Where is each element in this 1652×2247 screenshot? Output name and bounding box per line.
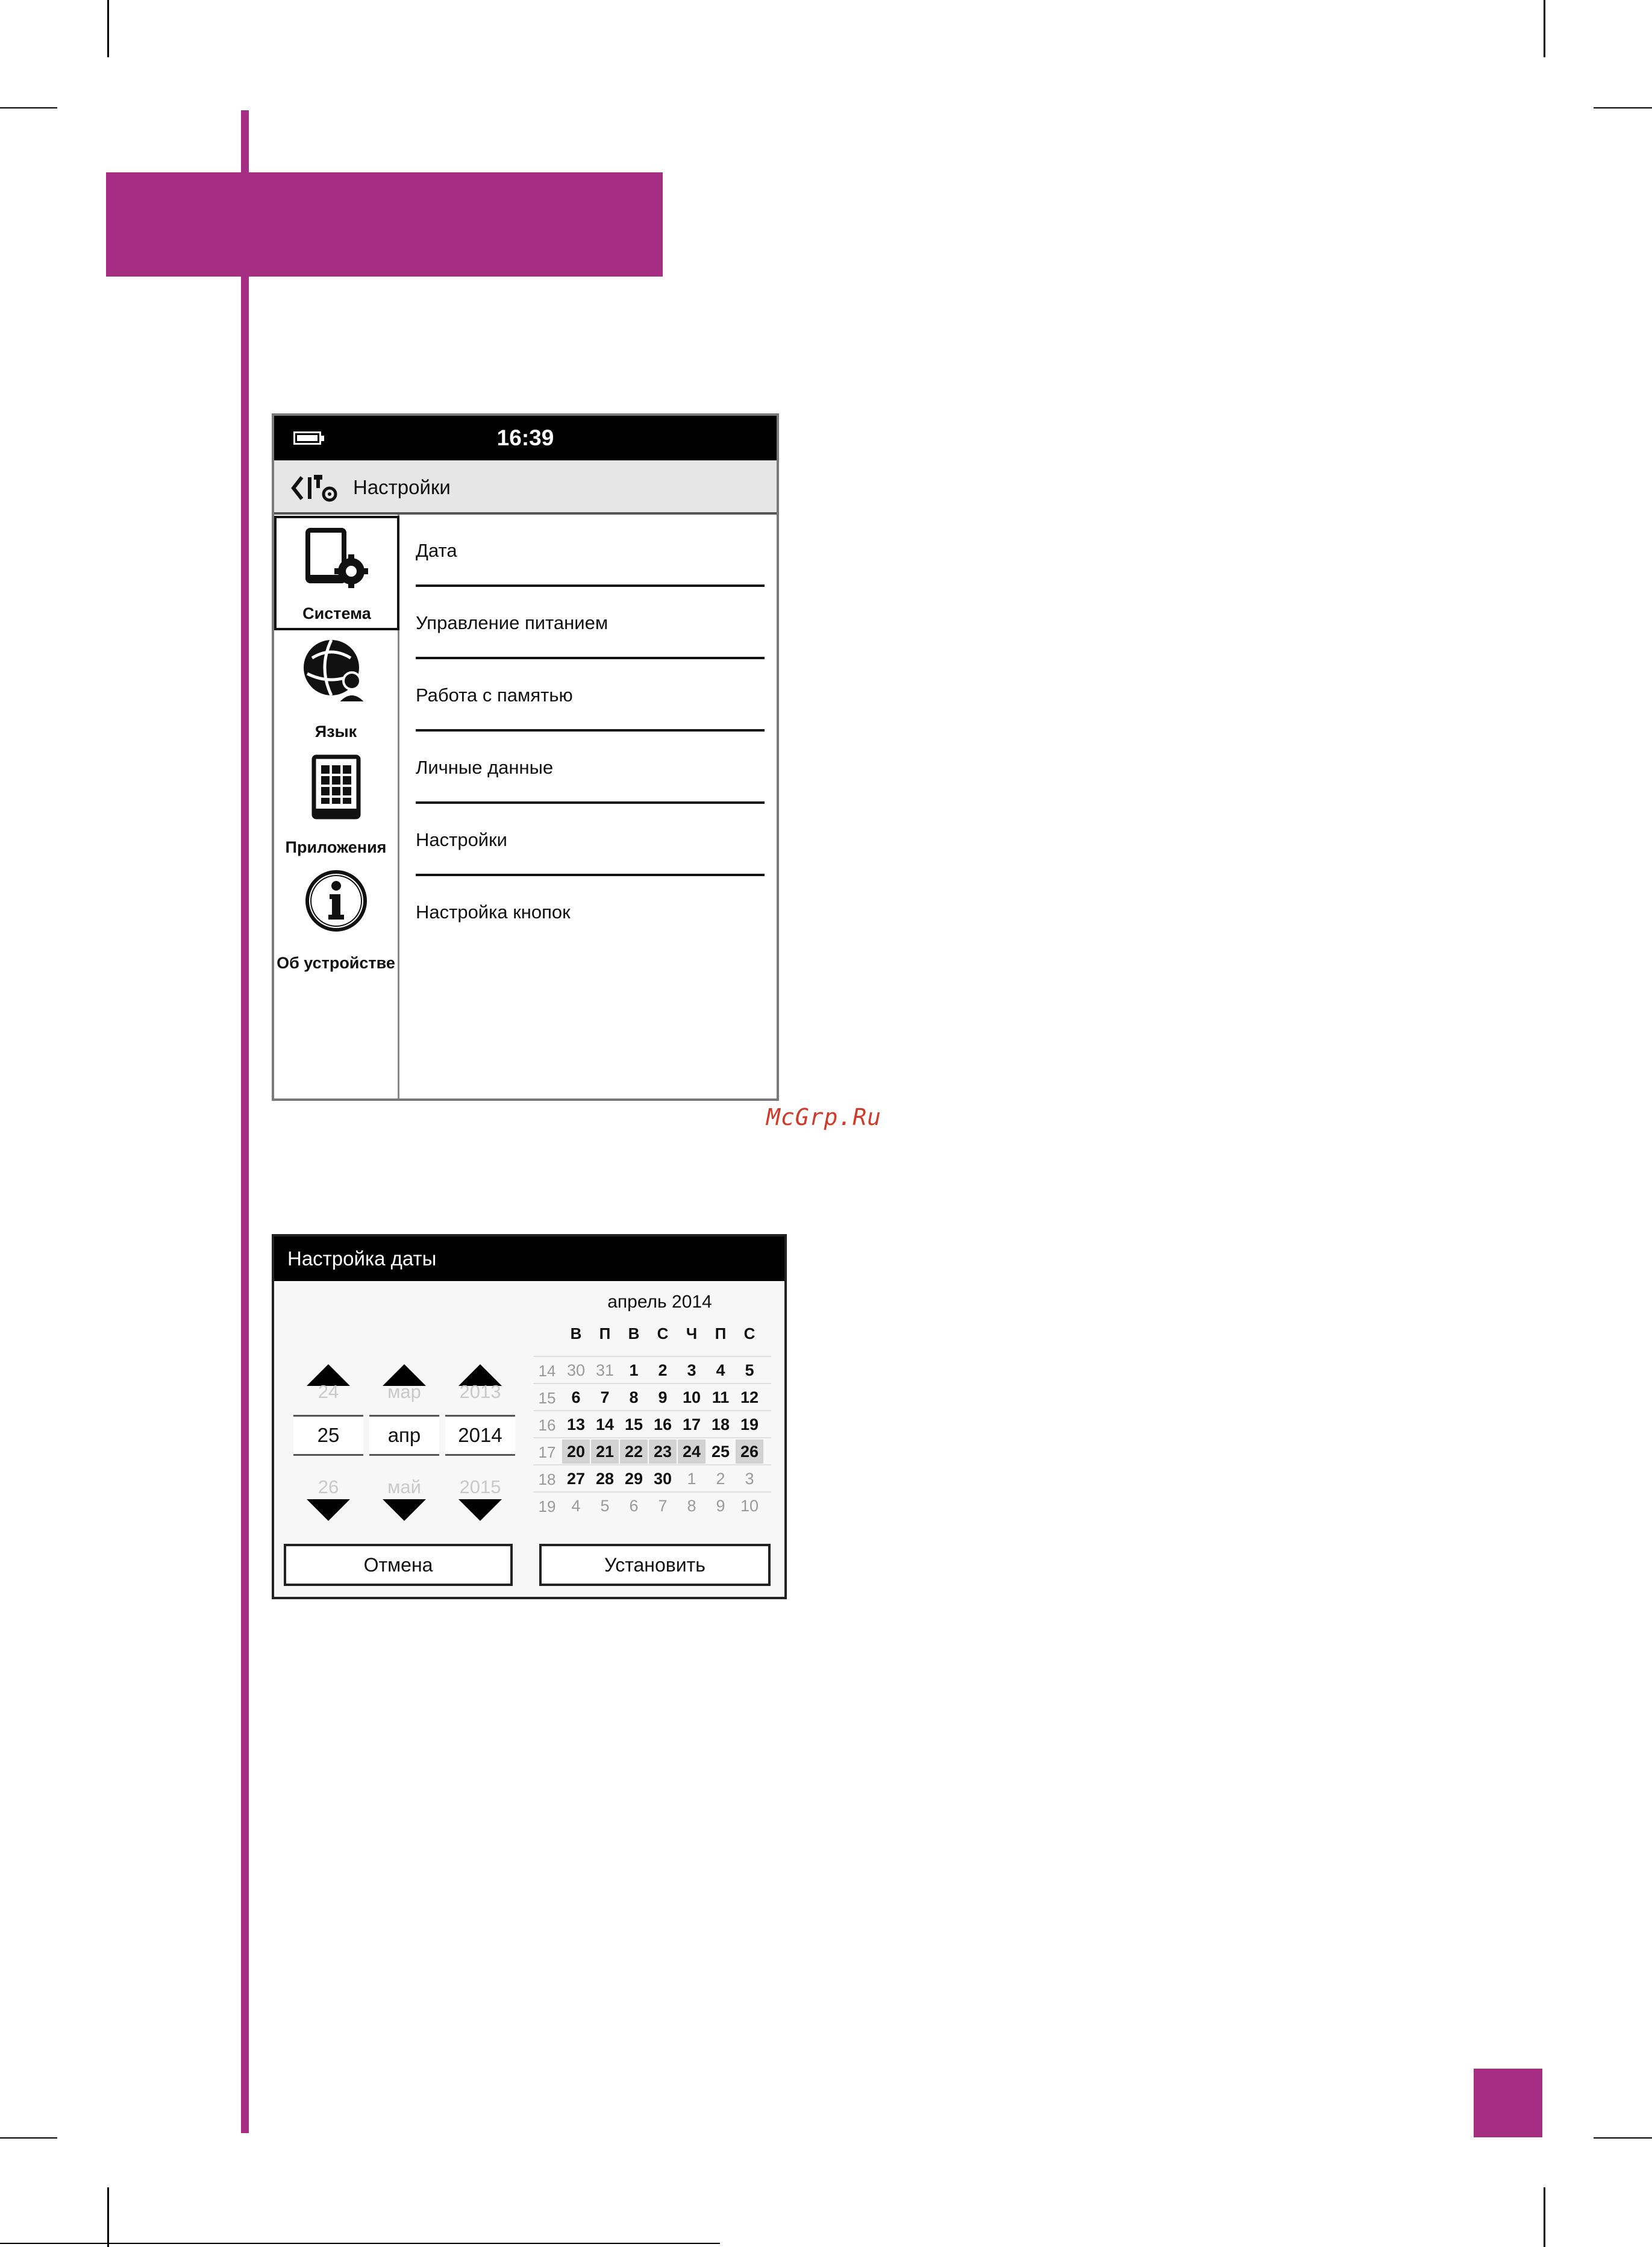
crop-mark: [0, 2137, 57, 2139]
week-number: 19: [538, 1497, 556, 1515]
list-item-buttons[interactable]: [416, 876, 765, 948]
calendar-day[interactable]: 5: [600, 1497, 610, 1515]
calendar-month-label: апрель 2014: [607, 1292, 712, 1312]
calendar-row-divider: [533, 1464, 771, 1465]
calendar-day[interactable]: 4: [571, 1497, 581, 1515]
page-corner-block: [1474, 2069, 1542, 2137]
calendar-day[interactable]: 8: [629, 1388, 639, 1406]
dialog-title: Настройка даты: [287, 1247, 437, 1270]
calendar-day[interactable]: 1: [687, 1470, 696, 1488]
week-number: 16: [538, 1416, 556, 1434]
screen-header: [274, 460, 777, 515]
calendar-day[interactable]: 7: [658, 1497, 668, 1515]
settings-sidebar: [274, 515, 399, 1098]
sidebar-item-system[interactable]: [274, 516, 399, 630]
calendar-day[interactable]: 17: [682, 1415, 701, 1434]
sidebar-item-label: Об устройстве: [277, 954, 395, 972]
calendar-day[interactable]: 20: [562, 1440, 590, 1464]
calendar-day[interactable]: 15: [624, 1415, 643, 1434]
calendar-day[interactable]: 10: [682, 1388, 701, 1406]
weekday-header: Ч: [686, 1324, 698, 1343]
calendar-day[interactable]: 18: [711, 1415, 730, 1434]
day-spinner[interactable]: [293, 1333, 363, 1526]
crop-mark: [1544, 2187, 1545, 2247]
calendar-day[interactable]: 2: [716, 1470, 725, 1488]
status-bar: [274, 416, 777, 460]
list-item-label: Работа с памятью: [416, 685, 573, 706]
calendar-row-divider: [533, 1410, 771, 1411]
calendar-day[interactable]: 24: [678, 1440, 706, 1464]
back-settings-icon[interactable]: [290, 474, 344, 503]
crop-mark: [0, 107, 57, 108]
calendar-day[interactable]: 28: [595, 1470, 615, 1488]
calendar-day[interactable]: 21: [591, 1440, 619, 1464]
calendar-day[interactable]: 31: [595, 1361, 615, 1379]
calendar-day[interactable]: 6: [629, 1497, 639, 1515]
calendar-day[interactable]: 19: [740, 1415, 759, 1434]
header-accent-block: [106, 172, 663, 277]
calendar-row-divider: [533, 1491, 771, 1493]
week-number: 14: [538, 1362, 556, 1380]
calendar-day[interactable]: 9: [658, 1388, 668, 1406]
weekday-header: С: [657, 1324, 669, 1343]
spinner-prev: 24: [318, 1381, 339, 1402]
spinner-current: 2014: [445, 1415, 515, 1456]
sidebar-item-language[interactable]: [274, 631, 398, 746]
weekday-header: С: [743, 1324, 756, 1343]
weekday-header: В: [628, 1324, 640, 1343]
weekday-header: П: [715, 1324, 727, 1343]
calendar-day[interactable]: 26: [736, 1440, 763, 1464]
calendar-day[interactable]: 6: [571, 1388, 581, 1406]
calendar-day[interactable]: 4: [716, 1361, 725, 1379]
calendar-day[interactable]: 5: [745, 1361, 754, 1379]
cancel-button[interactable]: Отмена: [284, 1544, 513, 1586]
header-title: Настройки: [353, 476, 451, 498]
crop-mark: [1544, 0, 1545, 57]
calendar-day[interactable]: 16: [653, 1415, 672, 1434]
settings-screen: [272, 413, 779, 1101]
crop-mark: [107, 0, 109, 57]
arrow-down-icon[interactable]: [458, 1499, 502, 1521]
list-item-label: Настройка кнопок: [416, 901, 571, 923]
vertical-accent-bar: [241, 110, 249, 2133]
list-item-label: Управление питанием: [416, 612, 609, 633]
calendar-day[interactable]: 10: [740, 1497, 759, 1515]
calendar-day[interactable]: 3: [687, 1361, 696, 1379]
calendar-day[interactable]: 30: [653, 1470, 672, 1488]
spinner-prev: мар: [387, 1381, 421, 1402]
list-item-power[interactable]: [416, 587, 765, 659]
list-item-settings[interactable]: [416, 804, 765, 876]
list-item-label: Настройки: [416, 829, 508, 850]
bottom-rule: [0, 2243, 720, 2244]
spinner-next: 26: [318, 1476, 339, 1497]
sidebar-item-label: Язык: [314, 722, 357, 741]
calendar-day[interactable]: 9: [716, 1497, 725, 1515]
calendar-day[interactable]: 13: [566, 1415, 586, 1434]
system-device-gear-icon: [301, 525, 373, 592]
crop-mark: [1594, 107, 1652, 108]
clock: 16:39: [496, 425, 554, 450]
spinner-next: 2015: [459, 1476, 501, 1497]
sidebar-item-about[interactable]: [274, 863, 398, 977]
list-item-memory[interactable]: [416, 659, 765, 732]
weekday-header: П: [599, 1324, 611, 1343]
calendar-day[interactable]: 7: [600, 1388, 610, 1406]
set-button[interactable]: Установить: [539, 1544, 771, 1586]
calendar-row-divider: [533, 1437, 771, 1438]
sidebar-item-apps[interactable]: [274, 747, 398, 862]
spinner-next: май: [387, 1476, 421, 1497]
list-item-label: Дата: [416, 540, 457, 561]
calendar-day[interactable]: 8: [687, 1497, 696, 1515]
list-item-label: Личные данные: [416, 757, 554, 778]
calendar-day[interactable]: 1: [629, 1361, 639, 1379]
calendar-day[interactable]: 23: [649, 1440, 677, 1464]
arrow-down-icon[interactable]: [307, 1499, 350, 1521]
month-spinner[interactable]: [369, 1333, 439, 1526]
spinner-prev: 2013: [459, 1381, 501, 1402]
calendar-day[interactable]: 30: [566, 1361, 586, 1379]
calendar-day[interactable]: 25: [711, 1443, 730, 1461]
dialog-title-bar: [274, 1236, 784, 1281]
year-spinner[interactable]: [445, 1333, 515, 1526]
calendar-day[interactable]: 29: [624, 1470, 643, 1488]
spinner-current: апр: [369, 1415, 439, 1456]
sidebar-item-label: Приложения: [285, 838, 387, 856]
calendar-day[interactable]: 22: [620, 1440, 648, 1464]
week-number: 17: [538, 1443, 556, 1461]
calendar-row-divider: [533, 1356, 771, 1357]
calendar-day[interactable]: 27: [566, 1470, 586, 1488]
calendar-day[interactable]: 11: [712, 1388, 730, 1406]
watermark: McGrp.Ru: [766, 1104, 882, 1130]
week-number: 18: [538, 1470, 556, 1488]
list-item-personal[interactable]: [416, 732, 765, 804]
arrow-down-icon[interactable]: [383, 1499, 426, 1521]
weekday-header: В: [570, 1324, 582, 1343]
crop-mark: [107, 2187, 109, 2247]
date-dialog: [272, 1234, 787, 1599]
calendar-day[interactable]: 3: [745, 1470, 754, 1488]
calendar-row-divider: [533, 1383, 771, 1384]
list-item-date[interactable]: [416, 515, 765, 587]
info-icon: [303, 868, 369, 934]
sidebar-item-label: Система: [302, 604, 371, 622]
apps-grid-icon: [309, 754, 363, 821]
crop-mark: [1594, 2137, 1652, 2139]
week-number: 15: [538, 1389, 556, 1407]
globe-user-icon: [300, 634, 372, 706]
spinner-current: 25: [293, 1415, 363, 1456]
calendar-day[interactable]: 14: [595, 1415, 615, 1434]
calendar-day[interactable]: 2: [658, 1361, 668, 1379]
calendar-day[interactable]: 12: [740, 1388, 759, 1406]
